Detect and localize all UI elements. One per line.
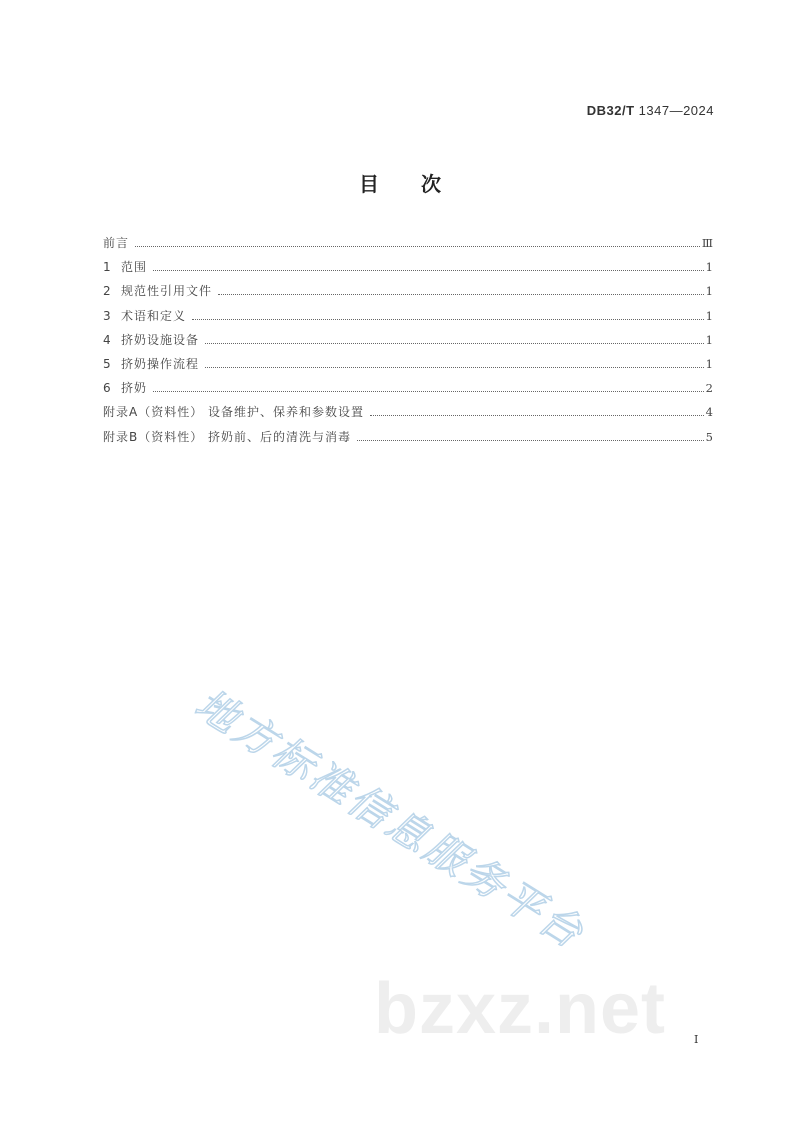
document-number-prefix: DB32/T — [586, 103, 635, 118]
toc-entry[interactable] — [103, 379, 713, 403]
toc-entry-number: 4 — [103, 332, 111, 347]
toc-entry-page: 1 — [705, 332, 713, 347]
toc-entry-label: 挤奶设施设备 — [121, 332, 200, 347]
watermark-chinese-text: 地方标准信息服务平台 — [186, 679, 594, 959]
toc-entry-label: 附录A（资料性） 设备维护、保养和参数设置 — [103, 405, 365, 420]
toc-entry-page: 5 — [705, 429, 713, 444]
toc-entry-page: Ⅲ — [701, 236, 713, 250]
toc-entry-page: 1 — [705, 356, 713, 371]
toc-entry-number: 6 — [103, 381, 111, 396]
toc-entry[interactable] — [103, 403, 713, 427]
toc-entry-number: 1 — [103, 260, 111, 275]
watermark-site-url: bzxz.net — [374, 969, 667, 1049]
document-number-suffix: 1347—2024 — [634, 103, 714, 118]
toc-entry-page: 4 — [705, 405, 713, 420]
toc-entry-label: 术语和定义 — [121, 308, 187, 323]
toc-entry[interactable] — [103, 258, 713, 282]
toc-entry-number: 3 — [103, 308, 111, 323]
toc-leader-dots — [370, 414, 704, 416]
toc-entry-label: 挤奶操作流程 — [121, 356, 200, 371]
toc-leader-dots — [192, 318, 704, 320]
toc-entry-page: 1 — [705, 284, 713, 299]
toc-leader-dots — [357, 439, 704, 441]
toc-entry-label: 挤奶 — [121, 381, 148, 396]
toc-leader-dots — [205, 342, 704, 344]
toc-entry-label: 规范性引用文件 — [121, 284, 213, 299]
toc-entry-number: 5 — [103, 356, 111, 371]
toc-entry[interactable] — [103, 428, 713, 452]
toc-entry[interactable] — [103, 331, 713, 355]
toc-leader-dots — [153, 269, 704, 271]
toc-leader-dots — [218, 293, 704, 295]
toc-leader-dots — [135, 245, 700, 247]
toc-entry[interactable] — [103, 282, 713, 306]
toc-entry-label: 附录B（资料性） 挤奶前、后的清洗与消毒 — [103, 429, 352, 444]
toc-entry-label: 前言 — [103, 236, 130, 250]
document-number — [587, 103, 714, 118]
toc-entry[interactable] — [103, 355, 713, 379]
toc-leader-dots — [205, 366, 704, 368]
table-of-contents — [103, 234, 713, 452]
toc-entry-page: 1 — [705, 260, 713, 275]
toc-entry-page: 1 — [705, 308, 713, 323]
toc-leader-dots — [153, 390, 704, 392]
toc-entry[interactable] — [103, 234, 713, 258]
toc-title: 目次 — [359, 172, 483, 196]
toc-entry-label: 范围 — [121, 260, 148, 275]
toc-entry-page: 2 — [705, 381, 713, 396]
page-number: I — [694, 1033, 699, 1046]
toc-entry-number: 2 — [103, 284, 111, 299]
toc-entry[interactable] — [103, 307, 713, 331]
